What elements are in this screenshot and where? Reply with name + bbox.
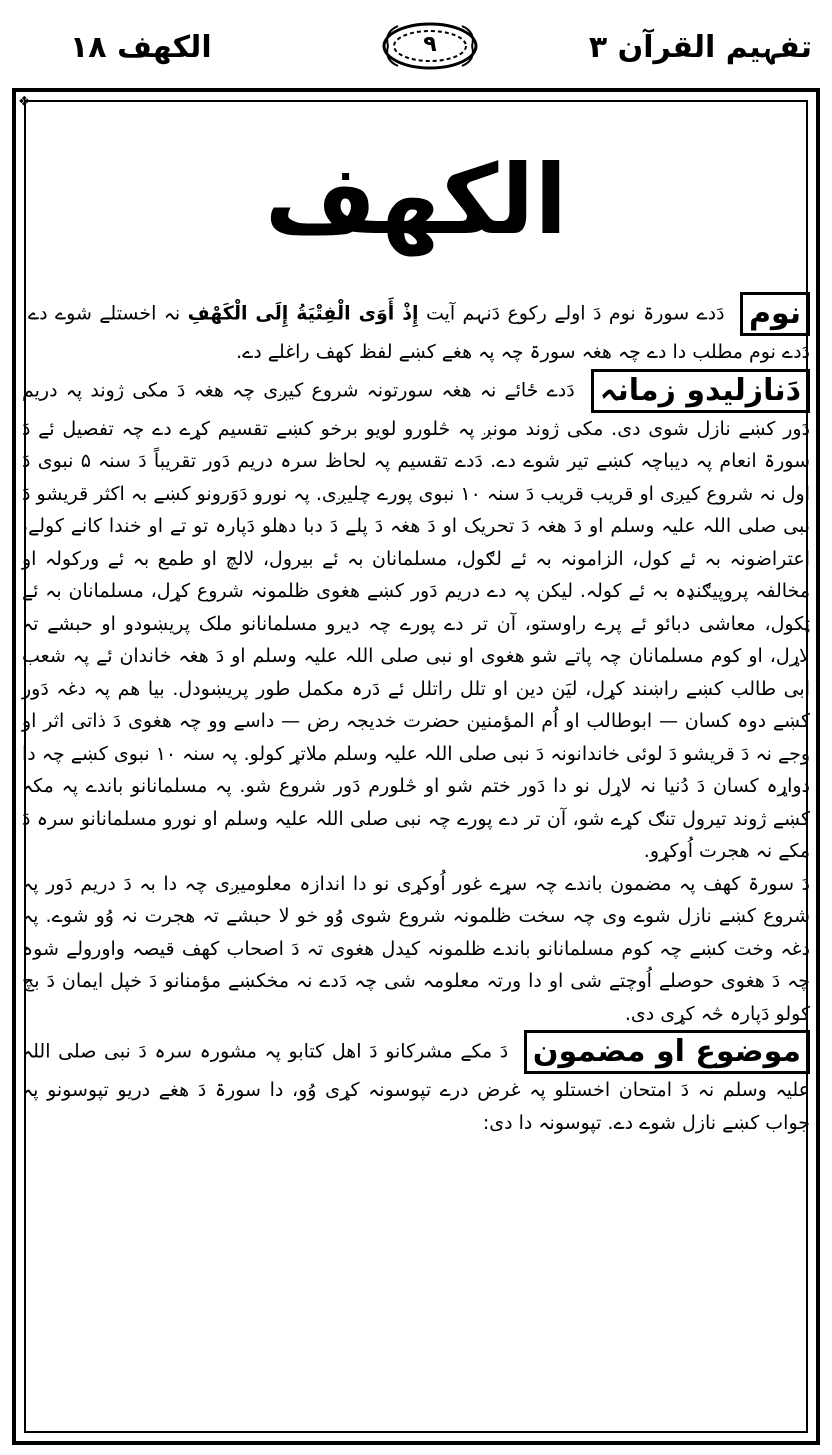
page-number-medallion bbox=[380, 20, 480, 72]
corner-ornament-icon: ❖ bbox=[18, 94, 31, 110]
theme-body: دَ مکے مشرکانو دَ اھل کتابو پہ مشورہ سرہ دَ نبی صلی اللہ علیہ وسلم نہ دَ امتحان اخستلو پہ غرض درے تپوسونہ کړی وُو، دا سورۃ دَ ھغے دریو تپوسونو پہ جواب کښے نازل شوے دے. تپوسونہ دا دی: bbox=[22, 1040, 810, 1134]
surah-title: الکھف bbox=[264, 144, 568, 256]
section-theme bbox=[22, 1030, 810, 1139]
name-body: نہ اخستلے شوے دے. دَدے نوم مطلب دا دے چہ ھغہ سورۃ چہ پہ ھغے کښے لفظ کھف راغلے دے. bbox=[22, 302, 810, 363]
content-body bbox=[22, 292, 810, 1139]
section-revelation bbox=[22, 369, 810, 868]
name-lead: دَدے سورۃ نوم دَ اولے رکوع دَنہم آیت bbox=[425, 302, 725, 325]
section-heading-name: نوم bbox=[740, 292, 810, 336]
name-ayah: إِذْ أَوَى الْفِتْيَةُ إِلَى الْكَهْفِ bbox=[187, 302, 419, 325]
section-heading-revelation: دَنازلیدو زمانہ bbox=[591, 369, 810, 413]
revelation-body-2: دَ سورۃ کھف پہ مضمون باندے چہ سړے غور اُوکړی نو دا اندازہ معلومیږی چہ دا بہ دَ دریم دَور پہ شروع کښے نازل شوے وی چہ سخت ظلمونہ شروع شوی وُو خو لا حبشے تہ ھجرت نہ وُو شوے. پہ دغہ وخت کښے چہ کوم مسلمانانو باندے ظلمونہ کیدل ھغوی تہ دَ اصحاب کھف قیصہ واورولے شوہ چہ دَ ھغوی حوصلے اُوچتے شی او دا ورتہ معلومہ شی چہ دَدے نہ مخکښے مؤمنانو دَ خپل ایمان دَ بچ کولو دَپارہ څہ کړی دی. bbox=[22, 872, 810, 1025]
section-heading-theme: موضوع او مضمون bbox=[524, 1030, 810, 1074]
section-name bbox=[22, 292, 810, 369]
page-frame bbox=[12, 88, 820, 1445]
page-number: ۹ bbox=[423, 32, 437, 57]
surah-label: الکھف ۱۸ bbox=[70, 30, 212, 65]
book-title: تفہیم القرآن ۳ bbox=[588, 30, 812, 65]
revelation-body: دَدے ځائے نہ ھغہ سورتونہ شروع کیږی چہ ھغہ دَ مکی ژوند پہ دریم دَور کښے نازل شوی دی. مکی ژوند مونږ پہ څلورو لویو برخو کښے تقسیم کړے دے چہ تفصیل ئے دَ سورۃ انعام پہ دیباچہ کښے تیر شوے دے. دَدے تقسیم پہ لحاظ سرہ دریم دَور تقریباً دَ سنہ ۵ نبوی دَ اول نہ شروع کیږی او قریب قریب دَ سنہ ۱۰ نبوی پورے چلیږی. پہ نورو دَوَرونو کښے بہ اکثر قریشو دَ نبی صلی اللہ علیہ وسلم او دَ ھغہ دَ تحریک او دَ ھغہ دَ پلے دَ دبا دھلو دَپارہ تو تے او خندا کانے کولے، اعتراضونہ بہ ئے کول، الزامونہ بہ ئے لګول، مسلمانان بہ ئے بیرول، لالچ او طمع بہ ئے ورکولہ او مخالفہ پروپیګنډہ بہ ئے کولہ. لیکن پہ دے دریم دَور کښے ھغوی ظلمونہ شروع کړل، مسلمانان بہ ئے ټکول، معاشی دبائو ئے پرے راوستو، آن تر دے پورے چہ دیرو مسلمانانو ملک پریښودو او حبشے تہ لاړل، او کوم مسلمانان چہ پاتے شو ھغوی او نبی صلی اللہ علیہ وسلم او دَ ھغہ خاندان ئے پہ شعب ابی طالب کښے راښند کړل، لیَن دین او تلل راتلل ئے دَرہ مکمل طور پریښودل. بیا ھم پہ دغہ دَور کښے دوہ کسان — ابوطالب او اُم المؤمنین حضرت خدیجہ رض — داسے وو چہ ھغوی دَ ذاتی اثر او وجے نہ دَ قریشو دَ لوئی خاندانونہ دَ نبی صلی اللہ علیہ وسلم ملاتړ کولو. پہ سنہ ۱۰ نبوی کښے چہ دا دواړہ کسان دَ دُنیا نہ لاړل نو دا دَور ختم شو او څلورم دَور شروع شو. پہ مسلمانانو باندے پہ مکہ کښے ژوند تیرول تنګ کړے شو، آن تر دے پورے چہ نبی صلی اللہ علیہ وسلم او نورو مسلمانانو سرہ دَ مکے نہ ھجرت اُوکړو. bbox=[22, 379, 810, 862]
running-header bbox=[20, 20, 822, 80]
